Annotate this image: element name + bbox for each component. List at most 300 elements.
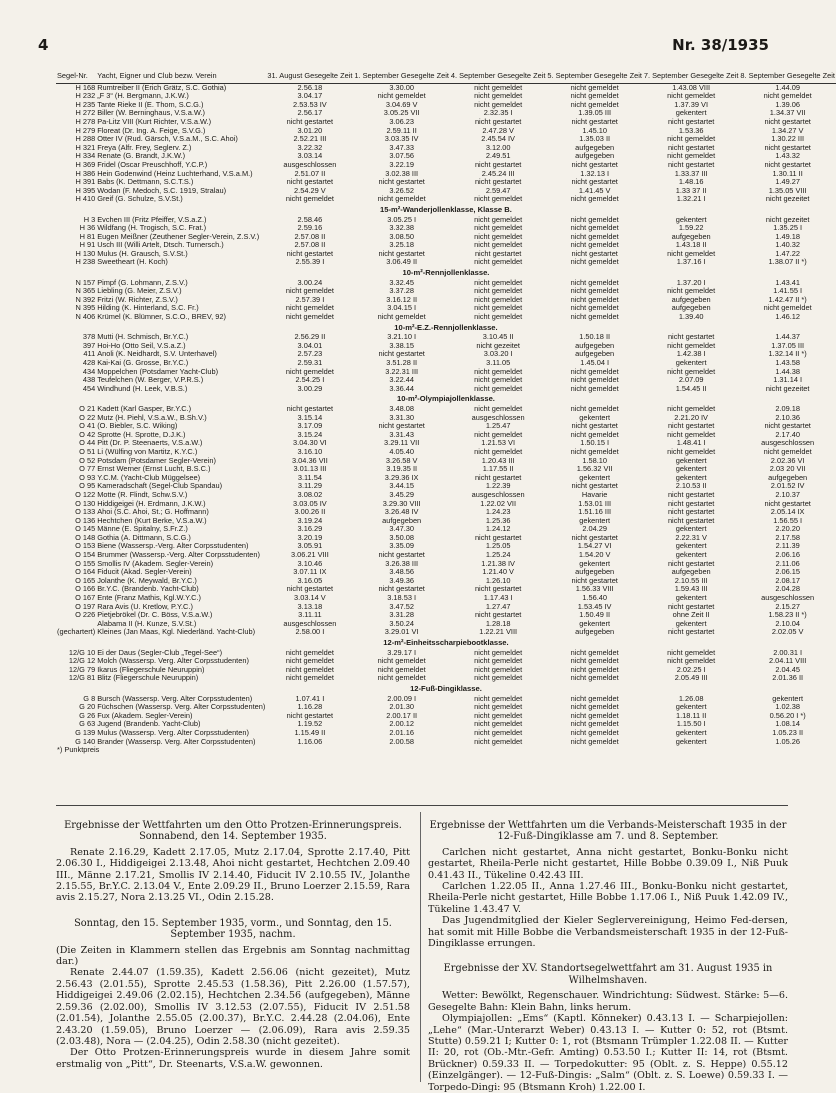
time-sep4: nicht gestartet bbox=[474, 532, 522, 542]
time-aug31: 2.55.39 I bbox=[295, 257, 325, 267]
time-sep1: 3.31.28 bbox=[389, 610, 414, 620]
time-sep1: nicht gestartet bbox=[378, 421, 425, 431]
sail-number: H 238 bbox=[75, 257, 96, 267]
time-sep4: 3.12.00 bbox=[485, 142, 511, 152]
time-sep5: nicht gemeldet bbox=[570, 736, 619, 746]
yacht-name: Babs (K. Dettmann, S.C.T.S.) bbox=[97, 177, 194, 187]
time-sep7: nicht gestartet bbox=[667, 627, 715, 637]
time-sep1: 3.22.44 bbox=[389, 375, 414, 385]
time-sep1: 3.05.25 I bbox=[387, 214, 417, 224]
time-sep4: nicht gezeitet bbox=[476, 340, 520, 350]
time-aug31: 3.00.26 II bbox=[294, 507, 326, 517]
yacht-name: Biller (W. Berninghaus, V.S.a.W.) bbox=[97, 108, 205, 118]
time-sep7: gekentert bbox=[675, 618, 707, 628]
sail-number: H 391 bbox=[75, 177, 96, 187]
yacht-name: Windhund (H. Leek, V.B.S.) bbox=[97, 383, 188, 393]
time-sep8: 1.44.38 bbox=[775, 366, 800, 376]
time-sep8: 2.06.16 bbox=[775, 550, 800, 560]
sail-number: H 386 bbox=[75, 168, 96, 178]
time-sep8: 1.42.47 II *) bbox=[768, 294, 807, 304]
time-sep5: 1.56.33 VIII bbox=[575, 584, 614, 594]
time-sep8: 1.56.55 I bbox=[773, 515, 803, 525]
time-sep4: 1.22.39 bbox=[485, 481, 511, 491]
sail-number: O 165 bbox=[75, 575, 96, 585]
time-sep8: 2.11.06 bbox=[775, 558, 800, 568]
footnote-row bbox=[56, 746, 836, 755]
time-sep7: nicht gestartet bbox=[667, 601, 715, 611]
time-sep8: 1.44.37 bbox=[775, 332, 800, 342]
time-sep7: 1.37.39 VI bbox=[674, 99, 708, 109]
time-sep7: 1.43.08 VIII bbox=[672, 82, 711, 92]
dingi-champion: Das Jugendmitglied der Kieler Seglervereinigung, Heimo Fed-dersen, hat somit mit Hille Bobbe die Verbandsmeisterschaft 1935 in der 12-Fuß-Dingiklasse errungen. bbox=[428, 915, 788, 950]
yacht-name: Gothia (A. Dittmann, S.C.G.) bbox=[97, 532, 191, 542]
yacht-name: Hoi-Ho (Otto Seil, V.S.a.Z.) bbox=[97, 340, 186, 350]
time-sep7: 1.59.22 bbox=[678, 223, 704, 233]
sail-number: 397 bbox=[82, 340, 96, 350]
time-sep8: 1.31.14 I bbox=[773, 375, 803, 385]
time-sep5: 1.50.18 II bbox=[579, 332, 611, 342]
time-sep5: nicht gestartet bbox=[571, 481, 618, 491]
time-sep1: nicht gestartet bbox=[378, 349, 425, 359]
time-sep8: 1.43.58 bbox=[775, 358, 800, 367]
yacht-name: Kameradschaft (Segel-Club Spandau) bbox=[97, 481, 223, 491]
sail-number: 428 bbox=[82, 358, 96, 367]
time-sep8: ausgeschlossen bbox=[761, 593, 815, 603]
time-sep7: nicht gemeldet bbox=[667, 134, 716, 144]
time-sep5: nicht gemeldet bbox=[570, 446, 619, 456]
time-sep4: nicht gemeldet bbox=[474, 194, 523, 204]
time-sep8: 2.09.18 bbox=[775, 403, 800, 413]
time-aug31: 2.59.16 bbox=[297, 223, 323, 233]
class-header: 10-m²-E.Z.-Rennjollenklasse. bbox=[394, 322, 498, 332]
time-aug31: 3.11.29 bbox=[297, 481, 322, 491]
time-sep7: nicht gestartet bbox=[667, 558, 715, 568]
time-sep8: 1.49.18 bbox=[775, 231, 800, 241]
page-header bbox=[38, 36, 769, 56]
time-sep5: nicht gemeldet bbox=[570, 99, 619, 109]
time-sep1: 3.18.53 I bbox=[387, 593, 417, 603]
protzen-title: Ergebnisse der Wettfahrten um den Otto Protzen-Erinnerungspreis. Sonnabend, den 14. September 1935. bbox=[64, 820, 402, 843]
time-sep4: nicht gestartet bbox=[474, 584, 522, 594]
time-sep4: nicht gemeldet bbox=[474, 214, 523, 224]
time-sep7: nicht gestartet bbox=[667, 332, 715, 342]
time-sep4: nicht gestartet bbox=[474, 610, 522, 620]
yacht-name: Mutz (H. Piehl, V.S.a.W., B.Sh.V.) bbox=[97, 412, 207, 422]
col-header-aug31: 31. August Gesegelte Zeit bbox=[266, 72, 353, 83]
time-sep4: 1.26.10 bbox=[485, 575, 511, 585]
yacht-name: Jugend (Brandenb. Yacht-Club) bbox=[97, 719, 201, 729]
yacht-name: Br.Y.C. (Brandenb. Yacht-Club) bbox=[97, 584, 199, 594]
time-sep1: nicht gestartet bbox=[378, 584, 425, 594]
time-sep8: 2.02.36 VI bbox=[770, 455, 805, 465]
time-aug31: nicht gestartet bbox=[286, 116, 334, 126]
sail-number: 454 bbox=[82, 383, 96, 393]
yacht-name: Bursch (Wassersp. Verg. Alter Corpsstudenten) bbox=[97, 693, 253, 703]
time-sep4: 1.21.53 VI bbox=[481, 438, 515, 448]
time-sep1: nicht gestartet bbox=[378, 177, 425, 187]
time-sep5: nicht gemeldet bbox=[570, 214, 619, 224]
table-header-row bbox=[56, 72, 836, 83]
time-sep5: nicht gestartet bbox=[571, 248, 618, 258]
reports-section bbox=[56, 805, 788, 1093]
yacht-name: Füchschen (Wassersp. Verg. Alter Corpsstudenten) bbox=[97, 702, 266, 712]
time-sep8: 2.17.40 bbox=[775, 429, 800, 439]
time-sep1: 3.31.43 bbox=[389, 429, 414, 439]
time-sep7: 2.22.31 V bbox=[675, 532, 707, 542]
time-sep5: nicht gemeldet bbox=[570, 719, 619, 729]
time-sep5: gekentert bbox=[579, 558, 611, 568]
sail-number: H 278 bbox=[75, 116, 96, 126]
sail-number: 438 bbox=[82, 375, 96, 385]
time-sep7: nicht gemeldet bbox=[667, 151, 716, 161]
sail-number: 434 bbox=[82, 366, 96, 376]
time-sep5: nicht gemeldet bbox=[570, 702, 619, 712]
time-sep1: 3.51.28 II bbox=[386, 358, 418, 367]
time-sep1: 3.32.38 bbox=[389, 223, 414, 233]
time-sep5: 1.54.20 V bbox=[578, 550, 611, 560]
time-sep7: nicht gemeldet bbox=[667, 403, 716, 413]
time-sep7: nicht gestartet bbox=[667, 116, 715, 126]
time-sep4: 1.24.12 bbox=[485, 524, 511, 534]
column-divider bbox=[420, 812, 421, 1082]
time-sep8: 0.56.20 I *) bbox=[769, 710, 806, 720]
time-sep5: nicht gestartet bbox=[571, 421, 618, 431]
time-sep7: aufgegeben bbox=[671, 231, 711, 241]
time-sep1: 3.04.69 V bbox=[385, 99, 418, 109]
time-sep5: gekentert bbox=[579, 618, 611, 628]
time-aug31: 3.17.09 bbox=[297, 421, 323, 431]
time-sep8: 2.04.11 VIII bbox=[769, 656, 807, 666]
yacht-name: Motte (R. Flindt, Schw.S.V.) bbox=[97, 489, 188, 499]
table-row bbox=[56, 313, 836, 322]
table-row bbox=[56, 250, 836, 259]
time-sep4: nicht gemeldet bbox=[474, 82, 523, 92]
time-sep7: 1.37.16 I bbox=[676, 257, 706, 267]
time-sep4: 2.32.35 I bbox=[483, 108, 513, 118]
time-sep7: gekentert bbox=[675, 464, 707, 474]
yacht-name: Ei der Daus (Segler-Club „Tegel-See“) bbox=[97, 647, 223, 657]
table-row bbox=[56, 674, 836, 683]
sail-number: O 197 bbox=[75, 601, 96, 611]
time-sep7: nicht gestartet bbox=[667, 498, 715, 508]
time-sep8: nicht gestartet bbox=[764, 421, 811, 431]
time-sep8: 2.03 20 VII bbox=[769, 464, 806, 474]
time-sep7: nicht gemeldet bbox=[667, 366, 716, 376]
sail-number: H 288 bbox=[75, 134, 96, 144]
time-sep1: 3.29.01 VI bbox=[384, 627, 419, 637]
time-sep4: 3.11.05 bbox=[486, 358, 511, 367]
time-aug31: nicht gemeldet bbox=[285, 664, 334, 674]
time-sep7: aufgegeben bbox=[671, 567, 711, 577]
time-sep1: 3.06.49 II bbox=[386, 257, 418, 267]
time-sep5: nicht gemeldet bbox=[570, 673, 619, 683]
sail-number: O 155 bbox=[75, 558, 96, 568]
protzen-sunday-title: Sonntag, den 15. September 1935, vorm., und Sonntag, den 15. September 1935, nachm. bbox=[74, 917, 392, 941]
time-sep5: nicht gemeldet bbox=[570, 294, 619, 304]
time-sep5: 1.56.32 VII bbox=[576, 464, 613, 474]
time-sep5: 1.35.03 II bbox=[579, 134, 611, 144]
time-sep4: 1.25.36 bbox=[485, 515, 511, 525]
time-sep5: nicht gestartet bbox=[571, 532, 618, 542]
time-sep7: nicht gemeldet bbox=[667, 656, 716, 666]
yacht-name: Wildfang (H. Trogisch, S.C. Frat.) bbox=[97, 223, 207, 233]
yacht-name: Hiddigeigei (H. Erdmann, J.K.W.) bbox=[97, 498, 206, 508]
time-sep7: 2.10.55 III bbox=[674, 575, 708, 585]
time-sep1: nicht gestartet bbox=[378, 550, 425, 560]
time-aug31: 3.05.91 bbox=[297, 541, 323, 551]
time-sep7: 1.32.21 I bbox=[676, 194, 706, 204]
time-sep1: 3.35.09 bbox=[389, 541, 414, 551]
time-sep7: nicht gestartet bbox=[667, 489, 715, 499]
time-sep8: nicht gezeitet bbox=[765, 383, 810, 393]
time-sep7: 1.54.45 II bbox=[675, 383, 707, 393]
sail-number: 12/G 79 bbox=[68, 664, 96, 674]
dingi-results-1: Carlchen nicht gestartet, Anna nicht gestartet, Bonku-Bonku nicht gestartet, Rheila-Perle nicht gestartet, Hille Bobbe 0.39.09 I., Niß Puuk 0.41.43 II., Tükeline 0.42.43 III. bbox=[428, 846, 788, 881]
yacht-name: (O. Biebler, S.C. Wiking) bbox=[97, 421, 178, 431]
time-sep1: nicht gemeldet bbox=[377, 91, 426, 101]
time-sep8: 2.10.36 bbox=[775, 412, 800, 422]
time-sep8: 1.46.12 bbox=[775, 312, 800, 322]
time-sep1: 3.47.30 bbox=[389, 524, 414, 534]
time-sep8: 2.11.39 bbox=[775, 541, 800, 551]
yacht-name: Pitt (Dr. P. Steenaerts, V.S.a.W.) bbox=[97, 438, 203, 448]
time-sep4: 2.47.28 V bbox=[482, 125, 514, 135]
time-aug31: 1.19.52 bbox=[297, 719, 323, 729]
yacht-name: Rumtreiber II (Erich Grätz, S.C. Gothia) bbox=[97, 82, 227, 92]
time-sep7: 1.48.16 bbox=[678, 177, 704, 187]
yacht-name: Fridel (Oscar Preuschhoff, Y.C.P.) bbox=[97, 159, 208, 169]
time-sep8: 1.05.26 bbox=[775, 736, 800, 746]
time-sep7: 2.05.49 III bbox=[674, 673, 708, 683]
time-sep8: nicht gezeitet bbox=[765, 194, 810, 204]
sail-number: O 95 bbox=[79, 481, 96, 491]
time-sep5: nicht gemeldet bbox=[570, 383, 619, 393]
time-sep5: aufgegeben bbox=[575, 142, 615, 152]
time-sep8: 1.38.07 II *) bbox=[768, 257, 807, 267]
col-header-sep8: 8. September Gesegelte Zeit bbox=[739, 72, 836, 83]
yacht-name: Blitz (Fliegerschule Neuruppin) bbox=[97, 673, 199, 683]
time-sep1: 3.05.25 VII bbox=[383, 108, 420, 118]
time-aug31: 3.03.05 IV bbox=[293, 498, 327, 508]
time-aug31: 2.57.23 bbox=[297, 349, 323, 359]
time-sep1: 3.22.19 bbox=[389, 159, 414, 169]
time-sep8: 2.02.05 V bbox=[771, 627, 804, 637]
time-sep7: nicht gestartet bbox=[667, 159, 715, 169]
yacht-name: Alabama II (H. Kunze, S.V.St.) bbox=[97, 618, 197, 628]
time-sep1: 3.03.35 IV bbox=[384, 134, 419, 144]
time-sep7: gekentert bbox=[675, 524, 707, 534]
time-aug31: nicht gestartet bbox=[286, 710, 334, 720]
sail-number: O 136 bbox=[75, 515, 96, 525]
time-sep5: 1.56.40 bbox=[582, 593, 607, 603]
time-sep7: 2.21.20 IV bbox=[674, 412, 708, 422]
yacht-name: Otter IV (Rud. Gärsch, V.S.a.M., S.C. Ahoi) bbox=[97, 134, 238, 144]
sail-number: O 51 bbox=[79, 446, 96, 456]
col-header-sep5: 5. September Gesegelte Zeit bbox=[546, 72, 643, 83]
time-sep8: 2.05.14 IX bbox=[770, 507, 805, 517]
time-sep4: nicht gemeldet bbox=[474, 375, 523, 385]
time-sep8: 1.30.22 III bbox=[771, 134, 805, 144]
sail-number: N 157 bbox=[75, 277, 96, 287]
time-sep8: 2.10.04 bbox=[775, 618, 800, 628]
sail-number: 378 bbox=[82, 332, 96, 342]
sail-number: O 21 bbox=[79, 403, 96, 413]
time-sep8: 1.35.25 I bbox=[773, 223, 803, 233]
time-sep4: 1.21.38 IV bbox=[481, 558, 515, 568]
time-aug31: 1.16.28 bbox=[297, 702, 323, 712]
sail-number: H 410 bbox=[75, 194, 96, 204]
time-sep7: gekentert bbox=[675, 472, 707, 482]
yacht-name: Pa-Litz VIII (Kurt Richter, V.S.a.W.) bbox=[97, 116, 212, 126]
time-sep5: nicht gemeldet bbox=[570, 257, 619, 267]
time-sep5: 1.53.01 III bbox=[578, 498, 612, 508]
time-sep5: 1.39.05 III bbox=[578, 108, 612, 118]
time-sep7: gekentert bbox=[675, 702, 707, 712]
time-sep1: 3.48.56 bbox=[389, 567, 414, 577]
time-sep8: 1.02.38 bbox=[775, 702, 800, 712]
time-aug31: 2.57.08 II bbox=[294, 231, 326, 241]
sail-number: H 91 bbox=[79, 240, 96, 250]
time-sep8: nicht gestartet bbox=[764, 498, 811, 508]
protzen-results-sun: Renate 2.44.07 (1.59.35), Kadett 2.56.06 (nicht gezeitet), Mutz 2.56.43 (2.01.55), Sprotte 2.45.53 (1.58.36), Pitt 2.26.00 (1.57.57), Hiddigeigei 2.49.06 (2.02.15), Hechtchen 2.34.56 (aufgegeben), Männe 2.59.36 (2.02.00), Smollis IV 3.12.53 (2.07.55), Fiducit IV 2.51.58 (2.01.54), Jolanthe 2.55.05 (2.00.37), Br.Y.C. 2.44.28 (2.04.06), Ente 2.43.20 (1.59.05), Bruno Loerzer — (2.06.09), Rara avis 2.59.35 (2.03.48), Nora — (2.04.25), Odin 2.58.30 (nicht gezeitet). bbox=[56, 967, 410, 1047]
table-row bbox=[56, 385, 836, 394]
time-sep8: 1.43.41 bbox=[775, 277, 800, 287]
time-sep7: 1.42.38 I bbox=[676, 349, 706, 359]
time-aug31: 2.54.29 V bbox=[294, 185, 326, 195]
standort-title: Ergebnisse der XV. Standortsegelwettfahrt am 31. August 1935 in Wilhelmshaven. bbox=[443, 963, 773, 986]
class-header-row bbox=[56, 267, 836, 279]
yacht-name: Anoli (K. Neidhardt, S.V. Unterhavel) bbox=[97, 349, 217, 359]
yacht-name: Evchen III (Fritz Pfeiffer, V.S.a.Z.) bbox=[97, 214, 207, 224]
time-aug31: 2.59.31 bbox=[297, 358, 323, 367]
time-sep8: nicht gestartet bbox=[764, 116, 811, 126]
time-sep7: 1.37.20 I bbox=[676, 277, 706, 287]
yacht-name: Brander (Wassersp. Verg. Alter Corpsstudenten) bbox=[97, 736, 256, 746]
time-sep8: 1.49.27 bbox=[775, 177, 800, 187]
time-sep5: 1.32.13 I bbox=[580, 168, 610, 178]
time-sep1: 3.16.12 II bbox=[386, 294, 418, 304]
sail-number: O 133 bbox=[75, 507, 96, 517]
time-sep8: 2.01.52 IV bbox=[770, 481, 805, 491]
time-sep5: aufgegeben bbox=[575, 151, 615, 161]
time-aug31: nicht gemeldet bbox=[285, 656, 334, 666]
yacht-name: Fiducit (Akad. Segler-Verein) bbox=[97, 567, 192, 577]
time-sep4: 1.24.23 bbox=[485, 507, 511, 517]
time-sep7: gekentert bbox=[675, 550, 707, 560]
time-sep7: nicht gestartet bbox=[667, 507, 715, 517]
yacht-name: Mulus (H. Grausch, S.V.St.) bbox=[97, 248, 188, 258]
time-sep1: 3.22.31 III bbox=[385, 366, 419, 376]
sail-number: O 166 bbox=[75, 584, 96, 594]
sail-number: G 139 bbox=[75, 727, 96, 737]
time-sep7: nicht gemeldet bbox=[667, 286, 716, 296]
time-aug31: nicht gemeldet bbox=[285, 286, 334, 296]
time-sep5: nicht gemeldet bbox=[570, 91, 619, 101]
time-sep7: nicht gemeldet bbox=[667, 647, 716, 657]
time-sep4: 3.03.20 I bbox=[483, 349, 513, 359]
time-aug31: 3.00.29 bbox=[297, 383, 323, 393]
yacht-name: Potsdam (Potsdamer Segler-Verein) bbox=[97, 455, 216, 465]
time-sep5: 2.04.29 bbox=[582, 524, 607, 534]
time-aug31: 3.04.17 bbox=[297, 91, 323, 101]
yacht-name: Biene (Wassersp.-Verg. Alter Corpsstudenten) bbox=[97, 541, 249, 551]
yacht-name: Ikarus (Fliegerschule Neuruppin) bbox=[97, 664, 205, 674]
protzen-note: (Die Zeiten in Klammern stellen das Ergebnis am Sonntag nachmittag dar.) bbox=[56, 944, 410, 968]
time-sep8: 1.58.23 II *) bbox=[768, 610, 807, 620]
time-sep7: 1.43.18 II bbox=[675, 240, 707, 250]
time-sep1: 3.26.48 IV bbox=[384, 507, 419, 517]
time-sep5: nicht gemeldet bbox=[570, 194, 619, 204]
time-aug31: nicht gemeldet bbox=[285, 673, 334, 683]
time-aug31: 3.10.46 bbox=[297, 558, 323, 568]
yacht-name: Hilding (K. Hinterland, S.C. Fr.) bbox=[97, 303, 199, 313]
yacht-name: Y.C.M. (Yacht-Club Müggelsee) bbox=[97, 472, 201, 482]
time-aug31: 3.01.13 III bbox=[293, 464, 327, 474]
time-aug31: 3.08.02 bbox=[297, 489, 323, 499]
time-sep4: nicht gemeldet bbox=[474, 231, 523, 241]
time-sep5: nicht gestartet bbox=[571, 159, 618, 169]
time-sep7: aufgegeben bbox=[671, 294, 711, 304]
time-sep1: 3.06.23 bbox=[389, 116, 414, 126]
time-sep1: 3.50.24 bbox=[389, 618, 414, 628]
time-aug31: 3.16.29 bbox=[297, 524, 323, 534]
sail-number: N 395 bbox=[75, 303, 96, 313]
time-sep5: nicht gemeldet bbox=[570, 223, 619, 233]
time-aug31: 3.15.14 bbox=[297, 412, 323, 422]
time-aug31: 2.56.29 II bbox=[294, 332, 326, 342]
table-row bbox=[56, 628, 836, 637]
yacht-name: Teufelchen (W. Berger, V.P.R.S.) bbox=[97, 375, 204, 385]
time-sep1: 2.59.11 II bbox=[386, 125, 417, 135]
time-sep1: 3.37.28 bbox=[389, 286, 414, 296]
sail-number: (gechartert) bbox=[57, 627, 96, 637]
sail-number: H 272 bbox=[75, 108, 96, 118]
time-sep8: 1.35.05 VIII bbox=[768, 185, 807, 195]
time-sep5: gekentert bbox=[579, 412, 611, 422]
time-aug31: 2.53.53 IV bbox=[293, 99, 327, 109]
time-sep8: 2.17.58 bbox=[775, 532, 800, 542]
time-aug31: 1.15.49 II bbox=[294, 727, 326, 737]
time-sep1: 3.26.52 bbox=[389, 185, 414, 195]
yacht-name: Jolanthe (K. Meywald, Br.Y.C.) bbox=[97, 575, 197, 585]
time-sep5: nicht gemeldet bbox=[570, 286, 619, 296]
sail-number: O 164 bbox=[75, 567, 96, 577]
time-sep1: 2.01.16 bbox=[389, 727, 414, 737]
time-aug31: 3.13.18 bbox=[297, 601, 323, 611]
time-aug31: 3.11.54 bbox=[297, 472, 322, 482]
time-sep5: 1.50.49 II bbox=[579, 610, 611, 620]
sail-number: O 153 bbox=[75, 541, 96, 551]
sail-number: G 140 bbox=[75, 736, 96, 746]
time-sep1: 3.26.38 III bbox=[385, 558, 419, 568]
time-sep7: 1.39.40 bbox=[678, 312, 704, 322]
time-sep4: 1.28.18 bbox=[485, 618, 511, 628]
time-sep1: 3.32.45 bbox=[389, 277, 414, 287]
time-sep7: aufgegeben bbox=[671, 303, 711, 313]
time-sep4: nicht gestartet bbox=[474, 248, 522, 258]
sail-number: G 8 bbox=[83, 693, 96, 703]
time-sep5: nicht gemeldet bbox=[570, 375, 619, 385]
time-sep5: nicht gemeldet bbox=[570, 82, 619, 92]
time-sep4: nicht gemeldet bbox=[474, 312, 523, 322]
time-sep1: 3.29.11 VII bbox=[384, 438, 420, 448]
dingi-title: Ergebnisse der Wettfahrten um die Verbands-Meisterschaft 1935 in der 12-Fuß-Dingiklasse am 7. und 8. September. bbox=[429, 820, 787, 843]
time-sep1: 3.29.30 VIII bbox=[382, 498, 421, 508]
standort-results: Olympiajollen: „Ems“ (Kaptl. Könneker) 0.43.13 I. — Scharpiejollen: „Lehe“ (Mar.-Unterarzt Weber) 0.43.13 I. — Kutter 0: 52, rot (Btsmt. Stutte) 0.59.21 I; Kutter 0: 1, rot (Btsmann Trümpler 1.22.08 II. — Kutter II: 20, rot (Ob.-Mtr.-Gefr. Amting) 0.53.50 I.; Kutter II: 14, rot (Btsmt. Brückner) 0.59.33 II. — Torpedokutter: 95 (Oblt. z. S. Heppe) 0.55.12 (Einzelgänger). — 12-Fuß-Dingis: „Salm“ (Oblt. z. S. Loewe) 0.59.33 I. — Torpedo-Dingi: 95 (Btsmann Kroh) 1.22.00 I. bbox=[428, 1013, 788, 1093]
issue-number: Nr. 38/1935 bbox=[672, 36, 769, 54]
time-sep5: gekentert bbox=[579, 472, 611, 482]
time-aug31: nicht gestartet bbox=[286, 584, 334, 594]
